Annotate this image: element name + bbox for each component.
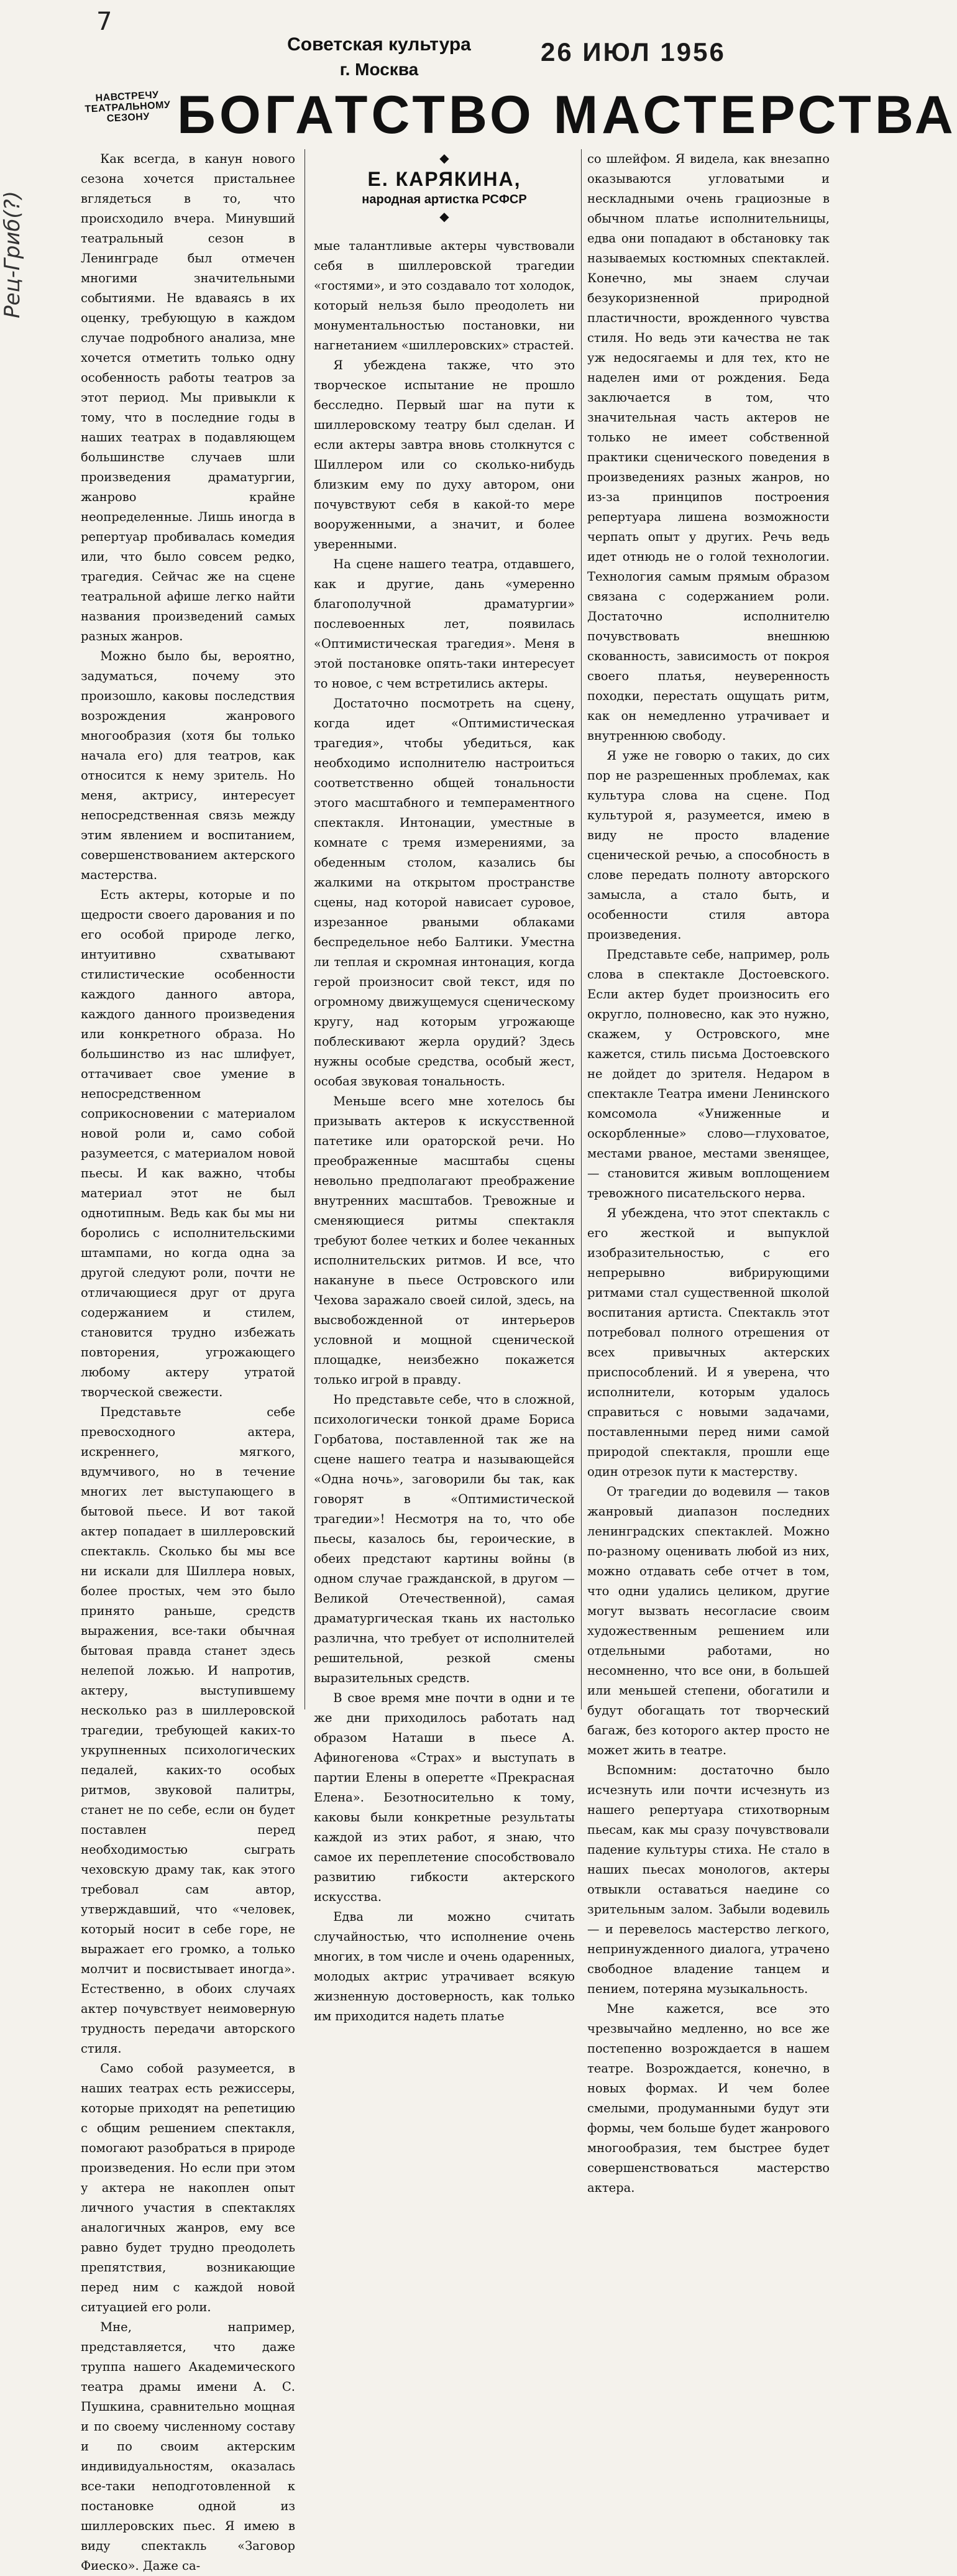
paragraph: Достаточно посмотреть на сцену, когда идет «Оптимистическая трагедия», чтобы убедиться, как необходимо исполнителю настроиться соответственно общей тональности этого масштабного и темпераментного спектакля. Интонации, уместные в комнате с тремя измерениями, за обеденным столом, казались бы жалкими на открытом пространстве сцены, над которой нависает суровое, изрезанное рваными облаками беспредельное небо Балтики. Уместна ли теплая и скромная интонация, когда герой произносит свой текст, идя по огромному движущемуся сценическому кругу, над которым угрожающе поблескивают жерла орудий? Здесь нужны особые средства, особый жест, особая звуковая тональность.: [314, 696, 575, 1088]
rubric-line: СЕЗОНУ: [106, 111, 150, 124]
rubric-line: ТЕАТРАЛЬНОМУ: [85, 99, 171, 115]
masthead: [261, 34, 497, 80]
paragraph: Мне, например, представляется, что даже труппа нашего Академического театра драмы имени А. С. Пушкина, сравнительно мощная и по своему численному составу и по своим актерским индивидуальностям, оказалась все-таки неподготовленной к постановке одной из шиллеровских пьес. Я имею в виду спектакль «Заговор Фиеско». Даже са-: [81, 2320, 295, 2573]
paragraph: Меньше всего мне хотелось бы призывать актеров к искусственной патетике или ораторской речи. Но преображенные масштабы сцены невольно предполагают преображение внутренних масштабов. Тревожные и сменяющиеся ритмы спектакля требуют более четких и более чеканных исполнительских ритмов. И все, что накануне в пьесе Островского или Чехова заражало своей силой, здесь, на высвобожденной от интерьеров условной и мощной сценической площадке, неизбежно покажется только игрой в правду.: [314, 1094, 575, 1387]
article-headline: БОГАТСТВО МАСТЕРСТВА: [177, 85, 957, 145]
paragraph: Представьте себе, например, роль слова в спектакле Достоевского. Если актер будет произносить его округло, полновесно, как это нужно, скажем, у Островского, мне кажется, стиль письма Достоевского не дойдет до зрителя. Недаром в спектакле Театра имени Ленинского комсомола «Униженные и оскорбленные» слово—глуховатое, местами рваное, местами звенящее, — становится живым воплощением тревожного писательского нерва.: [587, 947, 830, 1200]
paragraph: Можно было бы, вероятно, задуматься, почему это произошло, каковы последствия возрождения жанрового многообразия (хотя бы только начала его) для театров, как относится к нему зритель. Но меня, актрису, интересует непосредственная связь между этим явлением и воспитанием, совершенствованием актерского мастерства.: [81, 649, 295, 882]
paragraph: Как всегда, в канун нового сезона хочется пристальнее вглядеться в то, что происходило вчера. Минувший театральный сезон в Ленинграде был отмечен многими значительными событиями. Не вдаваясь в их оценку, требующую в каждом случае подробного анализа, мне хочется отметить только одну особенность работы театров за этот период. Мы привыкли к тому, что в последние годы в наших театрах в подавляющем большинстве случаев шли произведения драматургии, жанрово крайне неопределенные. Лишь иногда в репертуар пробивалась комедия или, что было совсем редко, трагедия. Сейчас же на сцене театральной афише легко найти названия произведений самых разных жанров.: [81, 152, 295, 643]
article-column-3: [587, 149, 830, 2198]
paragraph: Само собой разумеется, в наших театрах есть режиссеры, которые приходят на репетицию с общим решением спектакля, помогают разобраться в природе произведения. Но если при этом у актера не накоплен опыт личного участия в спектаклях аналогичных жанров, ему все равно будет трудно преодолеть препятствия, возникающие перед ним с каждой новой ситуацией его роли.: [81, 2061, 295, 2314]
rubric: [79, 90, 176, 126]
paragraph: мые талантливые актеры чувствовали себя в шиллеровской трагедии «гостями», и это создавало тот холодок, который нельзя было преодолеть ни монументальностью постановки, ни нагнетанием «шиллеровских» страстей.: [314, 239, 575, 352]
byline: [314, 149, 575, 225]
ornament-icon: ◆: [439, 150, 449, 165]
paragraph: Но представьте себе, что в сложной, психологически тонкой драме Бориса Горбатова, поставленной так же на сцене нашего театра и называющейся «Одна ночь», заговорили бы так, как говорят в «Оптимистической трагедии»! Несмотря на то, что обе пьесы, казалось бы, героические, в обеих предстают картины войны (в одном случае гражданской, в другом — Великой Отечественной), самая драматургическая ткань их настолько различна, что требует от исполнителей решительной, резкой смены выразительных средств.: [314, 1392, 575, 1685]
rubric-line: НАВСТРЕЧУ: [95, 90, 159, 104]
paragraph: От трагедии до водевиля — таков жанровый диапазон последних ленинградских спектаклей. Можно по-разному оценивать любой из них, можно отдавать себе отчет в том, что одни удались целиком, другие могут вызвать несогласие своим художественным решением или отдельными работами, но несомненно, что все они, в большей или меньшей степени, обогатили и будут обогащать тот творческий багаж, без которого актер просто не может жить в театре.: [587, 1484, 830, 1757]
author-title: народная артистка РСФСР: [362, 193, 527, 206]
paragraph: Я убеждена, что этот спектакль с его жесткой и выпуклой изобразительностью, с его непрерывно вибрирующими ритмами стал существенной школой воспитания артиста. Спектакль этот потребовал полного отрешения от всех привычных актерских приспособлений. И я уверена, что исполнители, которым удалось справиться с новыми задачами, поставленными перед ними самой природой спектакля, прошли еще один отрезок пути к мастерству.: [587, 1206, 830, 1479]
paragraph: Вспомним: достаточно было исчезнуть или почти исчезнуть из нашего репертуара стихотворным пьесам, как мы сразу почувствовали падение культуры стиха. Не стало в наших пьесах монологов, актеры отвыкли оставаться наедине со зрительным залом. Забыли водевиль — и перевелось мастерство легкого, непринужденного диалога, утрачено свободное владение танцем и пением, потеряна музыкальность.: [587, 1763, 830, 1996]
newspaper-city: г. Москва: [339, 59, 419, 79]
paragraph: Представьте себе превосходного актера, искреннего, мягкого, вдумчивого, но в течение многих лет выступающего в бытовой пьесе. И вот такой актер попадает в шиллеровский спектакль. Сколько бы мы все ни искали для Шиллера новых, более простых, чем это было принято раньше, средств выражения, все-таки обычная бытовая правда станет здесь нелепой ложью. И напротив, актеру, выступившему несколько раз в шиллеровской трагедии, требующей каких-то укрупненных психологических педалей, каких-то особых ритмов, звуковой палитры, станет не по себе, если он будет поставлен перед необходимостью сыграть чеховскую драму так, как этого требовал сам автор, утверждавший, что «человек, который носит в себе горе, не выражает его громко, а только молчит и посвистывает иногда». Естественно, в обоих случаях актер почувствует неимоверную трудность передачи авторского стиля.: [81, 1405, 295, 2056]
paragraph: Я уже не говорю о таких, до сих пор не разрешенных проблемах, как культура слова на сцене. Под культурой я, разумеется, имею в виду не просто владение сценической речью, а способность в слове передать полноту авторского замысла, а стало быть, и особенности стиля автора произведения.: [587, 748, 830, 942]
article-column-1: [81, 149, 295, 2576]
author-name: Е. КАРЯКИНА,: [367, 168, 521, 190]
newspaper-name: Советская культура: [287, 34, 471, 55]
handwritten-note: Рец-Гриб(?): [0, 191, 25, 319]
paragraph: На сцене нашего театра, отдавшего, как и другие, дань «умеренно благополучной драматургии» послевоенных лет, появилась «Оптимистическая трагедия». Меня в этой постановке опять-таки интересует то новое, с чем встретились актеры.: [314, 557, 575, 691]
handwritten-mark: 7: [96, 7, 112, 36]
column-divider: [304, 149, 305, 1709]
paragraph: со шлейфом. Я видела, как внезапно оказываются угловатыми и нескладными очень грациозные в обычном платье исполнительницы, едва они попадают в обстановку так называемых костюмных спектаклей. Конечно, мы знаем случаи безукоризненной природной пластичности, врожденного чувства стиля. Но ведь эти качества не так уж недосягаемы и для тех, кто не наделен ими от рождения. Беда заключается в том, что значительная часть актеров не только не имеет собственной практики сценического поведения в произведениях разных жанров, но из-за принципов построения репертуара лишена возможности черпать опыт у других. Речь ведь идет отнюдь не о голой технологии. Технология самым прямым образом связана с содержанием роли. Достаточно исполнителю почувствовать внешнюю скованность, зависимость от покроя своего платья, неуверенность походки, перестать ощущать ритм, как он немедленно утрачивает и внутреннюю свободу.: [587, 152, 830, 743]
paragraph: В свое время мне почти в одни и те же дни приходилось работать над образом Наташи в пьесе А. Афиногенова «Страх» и выступать в партии Елены в оперетте «Прекрасная Елена». Безотносительно к тому, каковы были конкретные результаты каждой из этих работ, я знаю, что самое их переплетение способствовало развитию гибкости актерского искусства.: [314, 1691, 575, 1904]
column-divider: [581, 149, 582, 1709]
paragraph: Мне кажется, все это чрезвычайно медленно, но все же постепенно возрождается в нашем театре. Возрождается, конечно, в новых формах. И чем более смелыми, продуманными будут эти формы, чем больше будет жанрового многообразия, тем быстрее будет совершенствоваться мастерство актера.: [587, 2002, 830, 2195]
paragraph: Едва ли можно считать случайностью, что исполнение очень многих, в том числе и очень одаренных, молодых актрис утрачивает всякую жизненную достоверность, как только им приходится надеть платье: [314, 1910, 575, 2023]
paragraph: Есть актеры, которые и по щедрости своего дарования и по его особой природе легко, интуитивно схватывают стилистические особенности каждого данного автора, каждого данного произведения или конкретного образа. Но большинство из нас шлифует, оттачивает свое умение в непосредственном соприкосновении с материалом новой роли и, само собой разумеется, с материалом новой пьесы. И как важно, чтобы материал этот не был однотипным. Ведь как бы мы ни боролись с исполнительскими штампами, но когда одна за другой следуют роли, почти не отличающиеся друг от друга содержанием и стилем, становится трудно избежать повторения, угрожающего любому актеру утратой творческой свежести.: [81, 888, 295, 1399]
paragraph: Я убеждена также, что это творческое испытание не прошло бесследно. Первый шаг на пути к шиллеровскому театру был сделан. И если актеры завтра вновь столкнутся с Шиллером или со сколько-нибудь близким ему по духу автором, они почувствуют себя в какой-то мере вооруженными, а значит, и более уверенными.: [314, 358, 575, 551]
article-column-2: [314, 236, 575, 2026]
ornament-icon: ◆: [439, 209, 449, 224]
date-stamp: 26 ИЮЛ 1956: [541, 37, 726, 67]
